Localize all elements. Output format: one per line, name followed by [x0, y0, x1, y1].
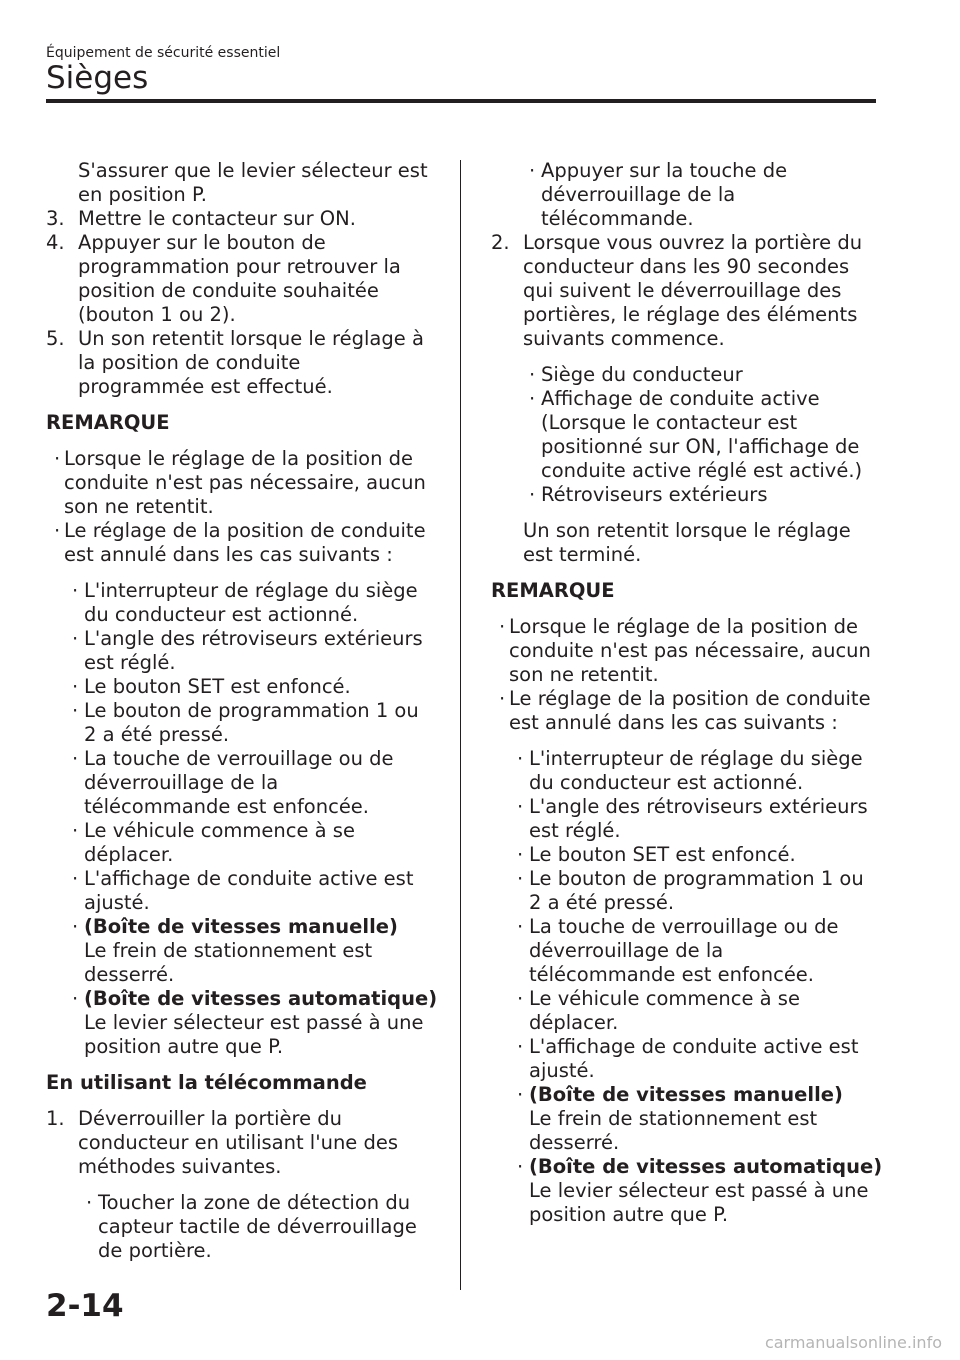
step-line: portières, le réglage des éléments	[523, 303, 858, 326]
remark-line: Lorsque le réglage de la position de ·	[54, 447, 414, 470]
bullet-icon: ·	[517, 987, 524, 1010]
spacer	[46, 1059, 442, 1071]
step-line: Lorsque vous ouvrez la portière du 2.	[491, 231, 863, 254]
bullet-line: desserré.	[529, 1131, 620, 1154]
page-header	[46, 44, 876, 96]
bullet-icon: ·	[529, 363, 536, 386]
sub-bullet-line: Le véhicule commence à se ·	[517, 987, 800, 1010]
bullet-icon: ·	[517, 915, 524, 938]
spacer	[46, 435, 442, 447]
remark-heading: REMARQUE	[491, 579, 615, 602]
sub-bullet-line: déverrouillage de la	[84, 771, 279, 794]
sub-bullet-line: La touche de verrouillage ou de ·	[72, 747, 394, 770]
remark-heading: REMARQUE	[46, 411, 170, 434]
done-line: Un son retentit lorsque le réglage	[523, 519, 851, 542]
bullet-line: Le levier sélecteur est passé à une	[529, 1179, 869, 1202]
remark-line: Le réglage de la position de conduite ·	[499, 687, 871, 710]
bullet-icon: ·	[517, 1083, 524, 1106]
bullet-icon: ·	[529, 387, 536, 410]
step-line: Déverrouiller la portière du 1.	[46, 1107, 343, 1130]
step-line: la position de conduite	[78, 351, 301, 374]
watermark: carmanualsonline.info	[764, 1333, 942, 1352]
step-line: conducteur en utilisant l'une des	[78, 1131, 399, 1154]
header-rule	[46, 99, 876, 103]
bullet-icon: ·	[499, 687, 506, 710]
remark-line: Lorsque le réglage de la position de ·	[499, 615, 859, 638]
sub-bullet-line: déplacer.	[84, 843, 174, 866]
item-line: Affichage de conduite active ·	[529, 387, 820, 410]
remark-line: conduite n'est pas nécessaire, aucun	[509, 639, 871, 662]
bullet-line: position autre que P.	[84, 1035, 284, 1058]
sub-bullet-line: du conducteur est actionné.	[529, 771, 804, 794]
remark-line: Le réglage de la position de conduite ·	[54, 519, 426, 542]
bullet-icon: ·	[86, 1191, 93, 1214]
sub-bullet-line: L'angle des rétroviseurs extérieurs ·	[72, 627, 423, 650]
step-line: méthodes suivantes.	[78, 1155, 282, 1178]
method-line: Toucher la zone de détection du ·	[86, 1191, 411, 1214]
left-column	[46, 159, 442, 1263]
method-line: Appuyer sur la touche de ·	[529, 159, 788, 182]
sub-bullet-line: ajusté.	[529, 1059, 595, 1082]
bullet-icon: ·	[517, 1155, 524, 1178]
intro-line: S'assurer que le levier sélecteur est	[78, 159, 428, 182]
spacer	[491, 567, 887, 579]
sub-bullet-line: ajusté.	[84, 891, 150, 914]
bullet-icon: ·	[72, 867, 79, 890]
step-line: qui suivent le déverrouillage des	[523, 279, 842, 302]
sub-bullet-line: déplacer.	[529, 1011, 619, 1034]
sub-bullet-line: Le bouton SET est enfoncé. ·	[517, 843, 796, 866]
bullet-icon: ·	[72, 579, 79, 602]
bullet-icon: ·	[72, 675, 79, 698]
sub-bullet-line: Le bouton SET est enfoncé. ·	[72, 675, 351, 698]
bullet-label: (Boîte de vitesses manuelle) ·	[72, 915, 398, 938]
item-line: (Lorsque le contacteur est	[541, 411, 798, 434]
item-line: positionné sur ON, l'affichage de	[541, 435, 860, 458]
column-divider	[460, 160, 461, 1290]
method-line: de portière.	[98, 1239, 212, 1262]
sub-bullet-line: 2 a été pressé.	[529, 891, 675, 914]
spacer	[491, 735, 887, 747]
intro-line: en position P.	[78, 183, 207, 206]
bullet-label: (Boîte de vitesses automatique) ·	[517, 1155, 883, 1178]
step-number: 2.	[491, 231, 510, 254]
bullet-icon: ·	[499, 615, 506, 638]
done-line: est terminé.	[523, 543, 642, 566]
step-number: 5.	[46, 327, 65, 350]
bullet-icon: ·	[517, 747, 524, 770]
step-line: (bouton 1 ou 2).	[78, 303, 236, 326]
bullet-icon: ·	[72, 915, 79, 938]
remark-line: son ne retentit.	[509, 663, 659, 686]
step-line: Un son retentit lorsque le réglage à 5.	[46, 327, 424, 350]
sub-bullet-line: L'interrupteur de réglage du siège ·	[72, 579, 418, 602]
bullet-icon: ·	[517, 1035, 524, 1058]
sub-bullet-line: télécommande est enfoncée.	[529, 963, 815, 986]
step-line: programmation pour retrouver la	[78, 255, 401, 278]
step-line: programmée est effectué.	[78, 375, 333, 398]
remark-line: est annulé dans les cas suivants :	[509, 711, 838, 734]
bullet-line: Le levier sélecteur est passé à une	[84, 1011, 424, 1034]
sub-bullet-line: Le bouton de programmation 1 ou ·	[72, 699, 419, 722]
bullet-icon: ·	[54, 447, 61, 470]
sub-bullet-line: L'interrupteur de réglage du siège ·	[517, 747, 863, 770]
sub-bullet-line: Le véhicule commence à se ·	[72, 819, 355, 842]
method-line: télécommande.	[541, 207, 694, 230]
bullet-icon: ·	[54, 519, 61, 542]
sub-bullet-line: du conducteur est actionné.	[84, 603, 359, 626]
sub-bullet-line: est réglé.	[529, 819, 621, 842]
section-label: Équipement de sécurité essentiel	[46, 45, 281, 61]
spacer	[46, 567, 442, 579]
bullet-line: Le frein de stationnement est	[84, 939, 373, 962]
step-line: Appuyer sur le bouton de 4.	[46, 231, 326, 254]
step-line: position de conduite souhaitée	[78, 279, 379, 302]
spacer	[491, 507, 887, 519]
step-number: 4.	[46, 231, 65, 254]
bullet-icon: ·	[72, 627, 79, 650]
page-title: Sièges	[46, 60, 149, 96]
sub-bullet-line: télécommande est enfoncée.	[84, 795, 370, 818]
spacer	[491, 603, 887, 615]
remark-line: son ne retentit.	[64, 495, 214, 518]
step-line: suivants commence.	[523, 327, 725, 350]
bullet-icon: ·	[517, 843, 524, 866]
step-line: conducteur dans les 90 secondes	[523, 255, 850, 278]
bullet-line: position autre que P.	[529, 1203, 729, 1226]
sub-bullet-line: Le bouton de programmation 1 ou ·	[517, 867, 864, 890]
step-number: 1.	[46, 1107, 65, 1130]
spacer	[46, 1179, 442, 1191]
method-line: capteur tactile de déverrouillage	[98, 1215, 417, 1238]
bullet-icon: ·	[72, 819, 79, 842]
bullet-line: Le frein de stationnement est	[529, 1107, 818, 1130]
method-line: déverrouillage de la	[541, 183, 736, 206]
bullet-icon: ·	[529, 483, 536, 506]
remark-line: est annulé dans les cas suivants :	[64, 543, 393, 566]
remark-line: conduite n'est pas nécessaire, aucun	[64, 471, 426, 494]
bullet-icon: ·	[72, 699, 79, 722]
sub-bullet-line: 2 a été pressé.	[84, 723, 230, 746]
item-line: conduite active réglé est activé.)	[541, 459, 863, 482]
step-number: 3.	[46, 207, 65, 230]
bullet-label: (Boîte de vitesses automatique) ·	[72, 987, 438, 1010]
bullet-icon: ·	[517, 867, 524, 890]
right-column	[491, 159, 887, 1227]
bullet-icon: ·	[529, 159, 536, 182]
item-line: Rétroviseurs extérieurs ·	[529, 483, 768, 506]
page-number: 2-14	[46, 1288, 124, 1324]
bullet-line: desserré.	[84, 963, 175, 986]
bullet-label: (Boîte de vitesses manuelle) ·	[517, 1083, 843, 1106]
sub-bullet-line: L'affichage de conduite active est ·	[72, 867, 414, 890]
bullet-icon: ·	[72, 747, 79, 770]
bullet-icon: ·	[517, 795, 524, 818]
item-line: Siège du conducteur ·	[529, 363, 743, 386]
step-line: Mettre le contacteur sur ON. 3.	[46, 207, 356, 230]
sub-bullet-line: L'angle des rétroviseurs extérieurs ·	[517, 795, 868, 818]
bullet-icon: ·	[72, 987, 79, 1010]
sub-bullet-line: est réglé.	[84, 651, 176, 674]
spacer	[46, 399, 442, 411]
remote-heading: En utilisant la télécommande	[46, 1071, 367, 1094]
sub-bullet-line: L'affichage de conduite active est ·	[517, 1035, 859, 1058]
sub-bullet-line: La touche de verrouillage ou de ·	[517, 915, 839, 938]
spacer	[491, 351, 887, 363]
spacer	[46, 1095, 442, 1107]
sub-bullet-line: déverrouillage de la	[529, 939, 724, 962]
